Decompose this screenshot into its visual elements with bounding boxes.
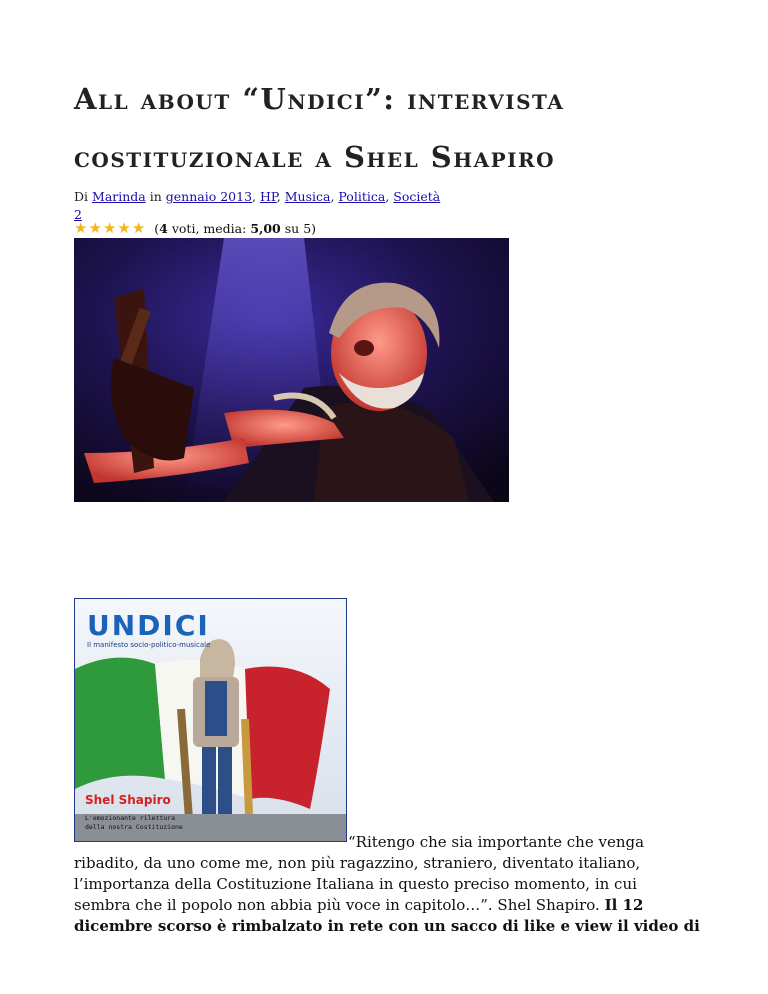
post-meta: Di Marinda in gennaio 2013, HP, Musica, Politica, Società [74, 189, 441, 204]
rating-widget [74, 221, 316, 236]
rating-average: 5,00 [250, 221, 281, 236]
rating-votes-word: voti, media: [171, 221, 247, 236]
article-line: l’importanza della Costituzione Italiana in questo preciso momento, in cui [74, 875, 637, 893]
author-link[interactable]: Marinda [92, 189, 146, 204]
post-title: All about “Undici”: intervista costituzionale a Shel Shapiro [74, 82, 565, 174]
article-line: sembra che il popolo non abbia più voce in capitolo…”. Shel Shapiro. [74, 896, 600, 914]
star-icon[interactable]: ★ [131, 219, 146, 237]
article-line: ribadito, da uno come me, non più ragazzino, straniero, diventato italiano, [74, 854, 641, 872]
concert-photo [74, 238, 509, 502]
comments-link[interactable]: 2 [74, 207, 82, 222]
star-icon[interactable]: ★ [102, 219, 117, 237]
article-body [74, 832, 714, 937]
article-line: “Ritengo che sia importante che venga [348, 833, 645, 851]
album-artist: Shel Shapiro [85, 793, 171, 807]
article-bold-text: dicembre scorso è rimbalzato in rete con un sacco di like e view il video di [74, 917, 700, 935]
star-icon[interactable]: ★ [117, 219, 131, 237]
album-cover-image [74, 598, 347, 842]
album-title: UNDICI [87, 609, 210, 642]
category-link-hp[interactable]: HP [260, 189, 277, 204]
rating-summary: (4 voti, media: 5,00 su 5) [154, 221, 317, 236]
category-link-politica[interactable]: Politica [338, 189, 386, 204]
date-link[interactable]: gennaio 2013 [165, 189, 253, 204]
album-subtitle: Il manifesto socio-politico-musicale [87, 641, 211, 649]
rating-votes: 4 [159, 221, 168, 236]
star-icon[interactable]: ★ [74, 219, 88, 237]
star-icon[interactable]: ★ [88, 219, 102, 237]
category-link-societa[interactable]: Società [393, 189, 441, 204]
album-tagline-2: della nostra Costituzione [85, 823, 183, 831]
article-bold-text: Il 12 [604, 896, 644, 914]
rating-stars[interactable] [74, 221, 146, 236]
rating-scale: su 5 [284, 221, 312, 236]
album-tagline-1: L'emozionante rilettura [85, 814, 176, 822]
meta-in: in [149, 189, 162, 204]
category-link-musica[interactable]: Musica [284, 189, 331, 204]
meta-prefix: Di [74, 189, 89, 204]
